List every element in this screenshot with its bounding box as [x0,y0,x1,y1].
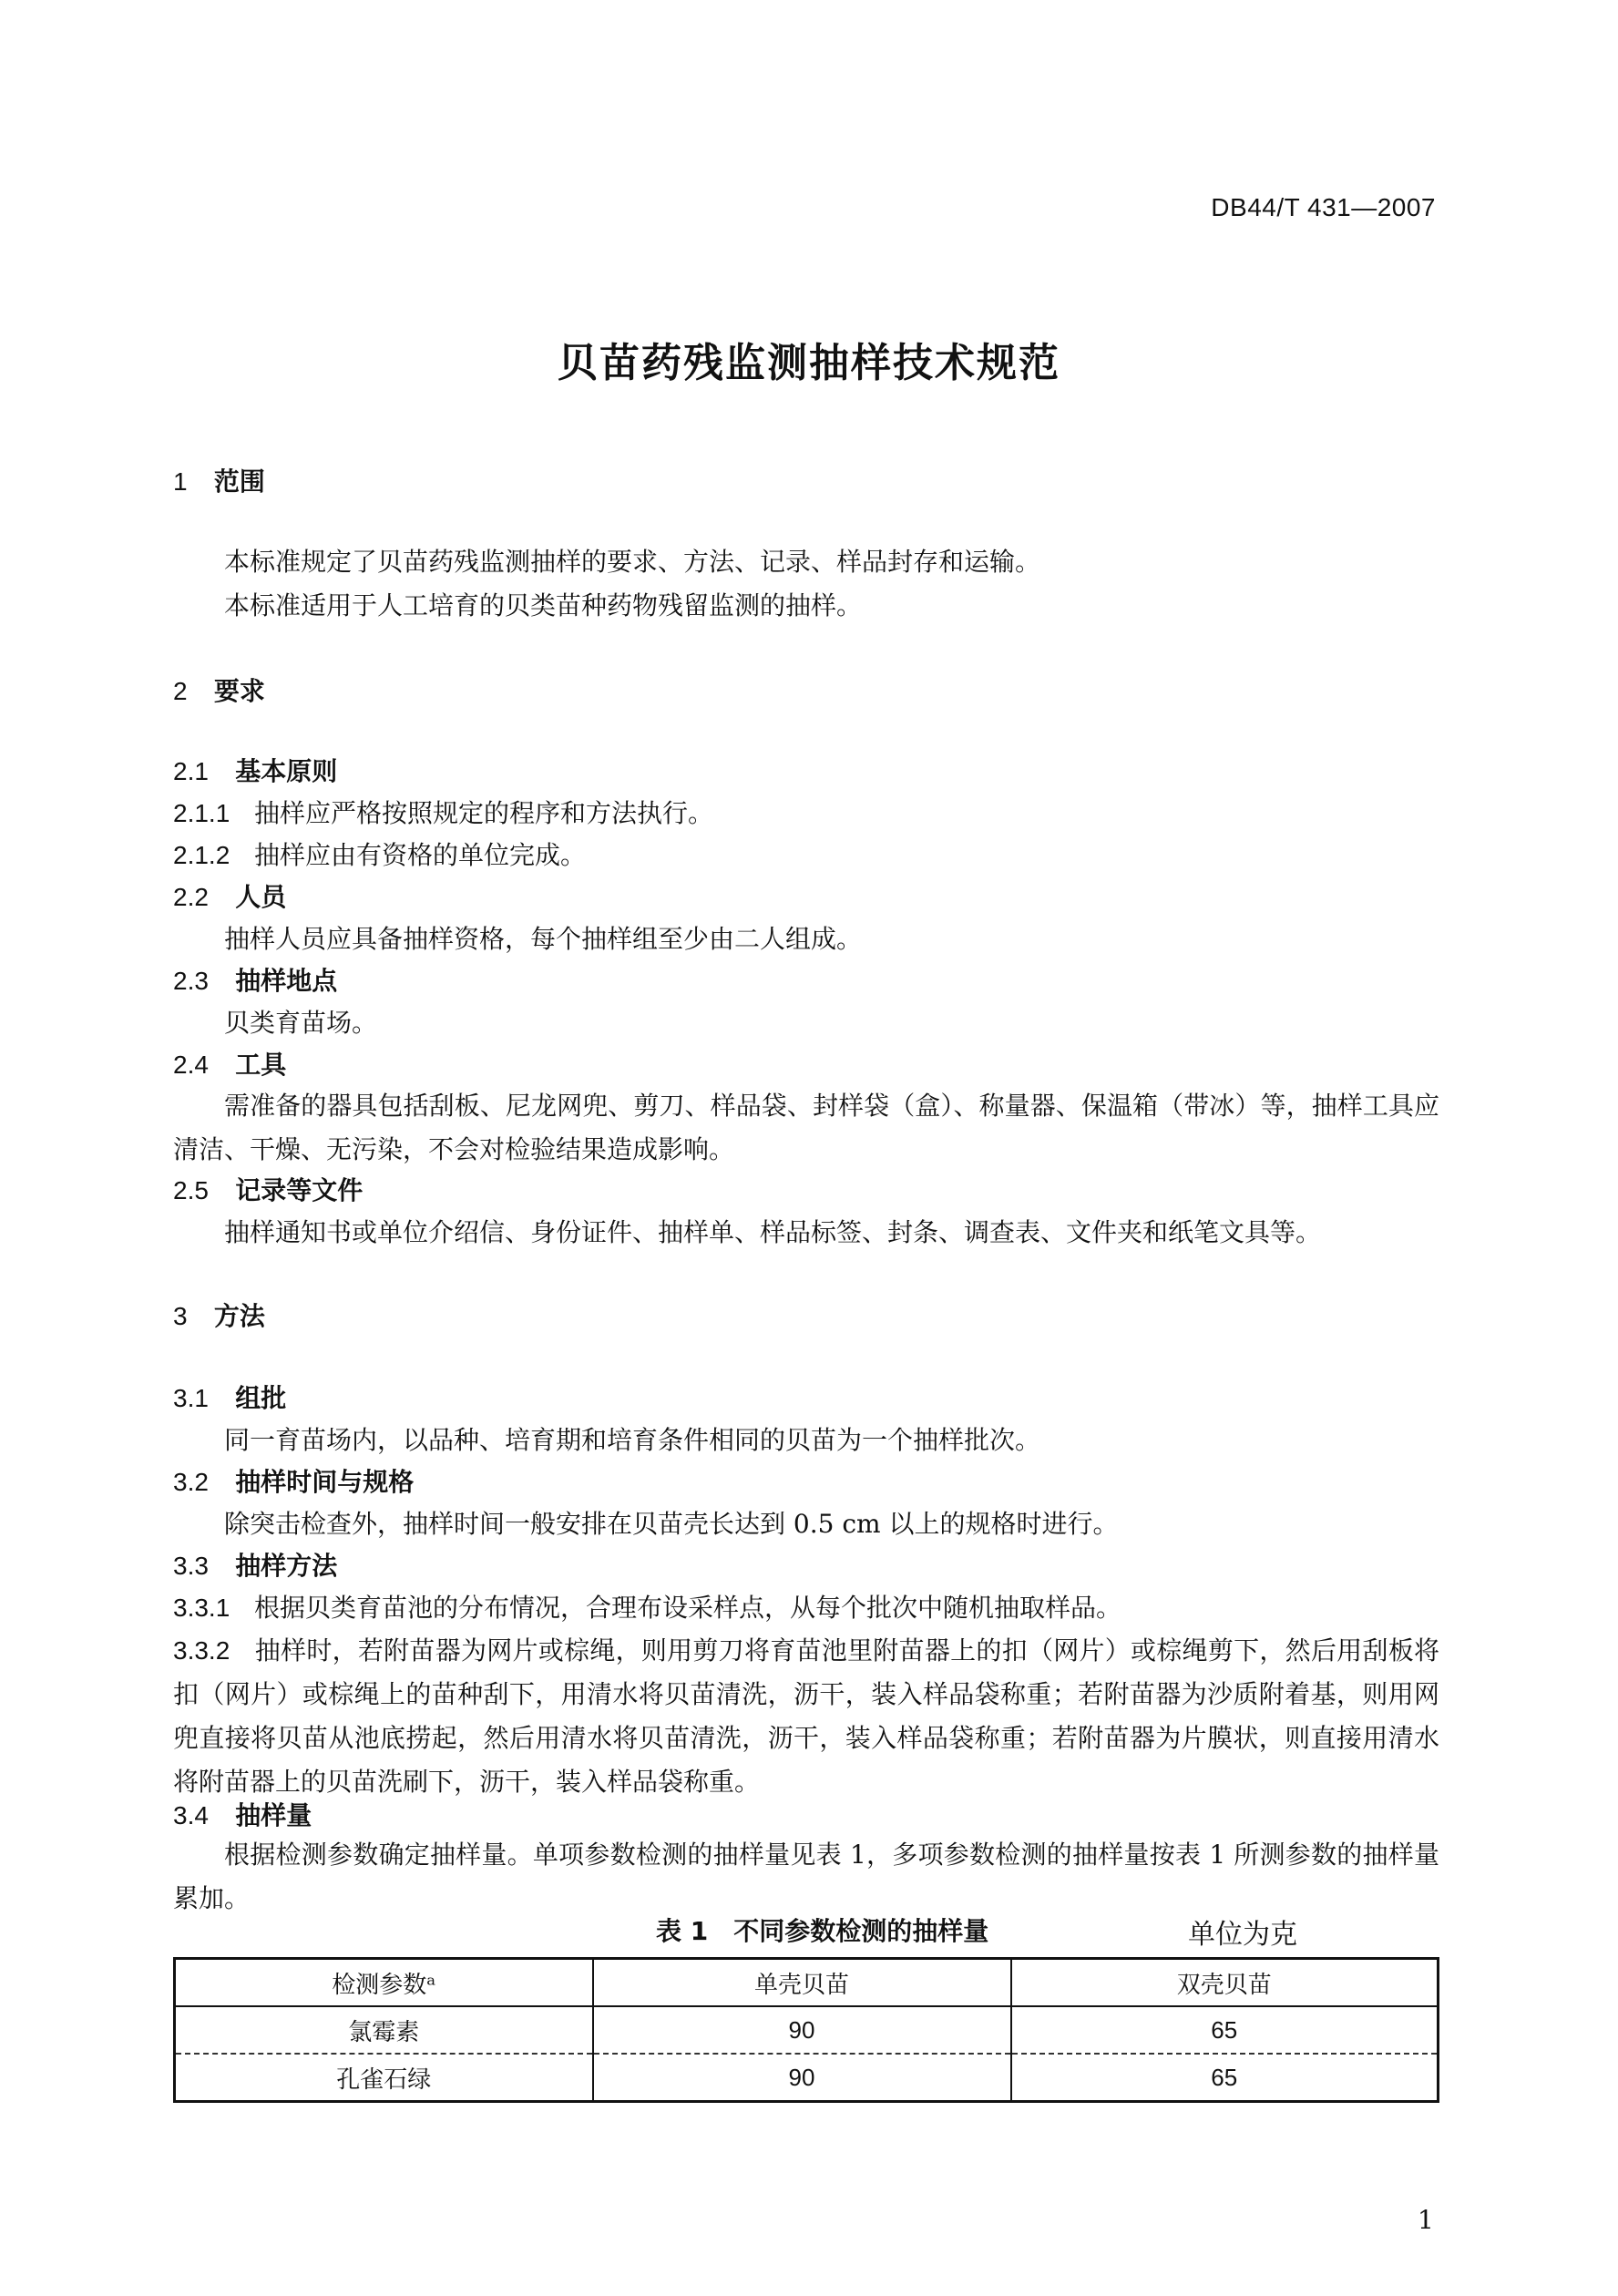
sampling-table [173,1957,1439,2103]
table-unit: 单位为克 [1188,1919,1297,1951]
clause-2-1-1: 2.1.1 抽样应严格按照规定的程序和方法执行。 [173,798,713,828]
paragraph: 抽样人员应具备抽样资格，每个抽样组至少由二人组成。 [224,924,863,954]
section-2-1-heading: 2.1 基本原则 [173,756,338,786]
section-3-1-heading: 3.1 组批 [173,1383,287,1413]
page-number: 1 [1418,2205,1434,2235]
table-cell: 65 [1011,2006,1439,2054]
paragraph: 本标准适用于人工培育的贝类苗种药物残留监测的抽样。 [224,590,863,620]
table-header-row [175,1959,1439,2007]
standard-number: DB44/T 431—2007 [1211,193,1436,221]
section-2-4-heading: 2.4 工具 [173,1050,287,1080]
paragraph: 需准备的器具包括刮板、尼龙网兜、剪刀、样品袋、封样袋（盒）、称量器、保温箱（带冰）等，抽样工具应清洁、干燥、无污染，不会对检验结果造成影响。 [173,1091,1439,1164]
section-2-heading: 2 要求 [173,676,265,706]
clause-2-1-2: 2.1.2 抽样应由有资格的单位完成。 [173,840,586,870]
paragraph: 除突击检查外，抽样时间一般安排在贝苗壳长达到 0.5 cm 以上的规格时进行。 [224,1509,1119,1539]
table-cell: 90 [593,2006,1011,2054]
section-2-2-heading: 2.2 人员 [173,882,287,912]
paragraph: 贝类育苗场。 [224,1008,378,1038]
section-1-heading: 1 范围 [173,466,265,497]
table-cell: 孔雀石绿 [336,2065,432,2094]
paragraph: 根据检测参数确定抽样量。单项参数检测的抽样量见表 1，多项参数检测的抽样量按表 1 所测参数的抽样量累加。 [173,1840,1439,1913]
section-2-3-heading: 2.3 抽样地点 [173,966,338,996]
table-caption: 表 1 不同参数检测的抽样量 [656,1916,989,1946]
paragraph: 抽样通知书或单位介绍信、身份证件、抽样单、样品标签、封条、调查表、文件夹和纸笔文具等。 [224,1217,1322,1247]
section-3-4-heading: 3.4 抽样量 [173,1800,312,1830]
table-cell: 氯霉素 [175,2006,593,2054]
table-cell: 65 [1011,2054,1439,2102]
document-title: 贝苗药残监测抽样技术规范 [558,340,1060,386]
table-row [175,2054,1439,2102]
paragraph: 本标准规定了贝苗药残监测抽样的要求、方法、记录、样品封存和运输。 [224,547,1041,577]
section-3-heading: 3 方法 [173,1301,265,1331]
paragraph: 同一育苗场内，以品种、培育期和培育条件相同的贝苗为一个抽样批次。 [224,1425,1041,1455]
section-3-2-heading: 3.2 抽样时间与规格 [173,1467,415,1497]
table-header-cell: 检测参数ᵃ [175,1959,593,2007]
table-row [175,2006,1439,2054]
clause-3-3-1: 3.3.1 根据贝类育苗池的分布情况，合理布设采样点，从每个批次中随机抽取样品。 [173,1593,1121,1623]
table-cell: 90 [593,2054,1011,2102]
section-3-3-heading: 3.3 抽样方法 [173,1551,338,1581]
table-header-cell: 单壳贝苗 [593,1959,1011,2007]
clause-3-3-2: 3.3.2 抽样时，若附苗器为网片或棕绳，则用剪刀将育苗池里附苗器上的扣（网片）或棕绳剪下，然后用刮板将扣（网片）或棕绳上的苗种刮下，用清水将贝苗清洗，沥干，装入样品袋称重；若附苗器为沙质附着基，则用网兜直接将贝苗从池底捞起，然后用清水将贝苗清洗，沥干，装入样品袋称重；若附苗器为片膜状，则直接用清水将附苗器上的贝苗洗刷下，沥干，装入样品袋称重。 [173,1635,1439,1797]
table-header-cell: 双壳贝苗 [1011,1959,1439,2007]
section-2-5-heading: 2.5 记录等文件 [173,1175,364,1205]
